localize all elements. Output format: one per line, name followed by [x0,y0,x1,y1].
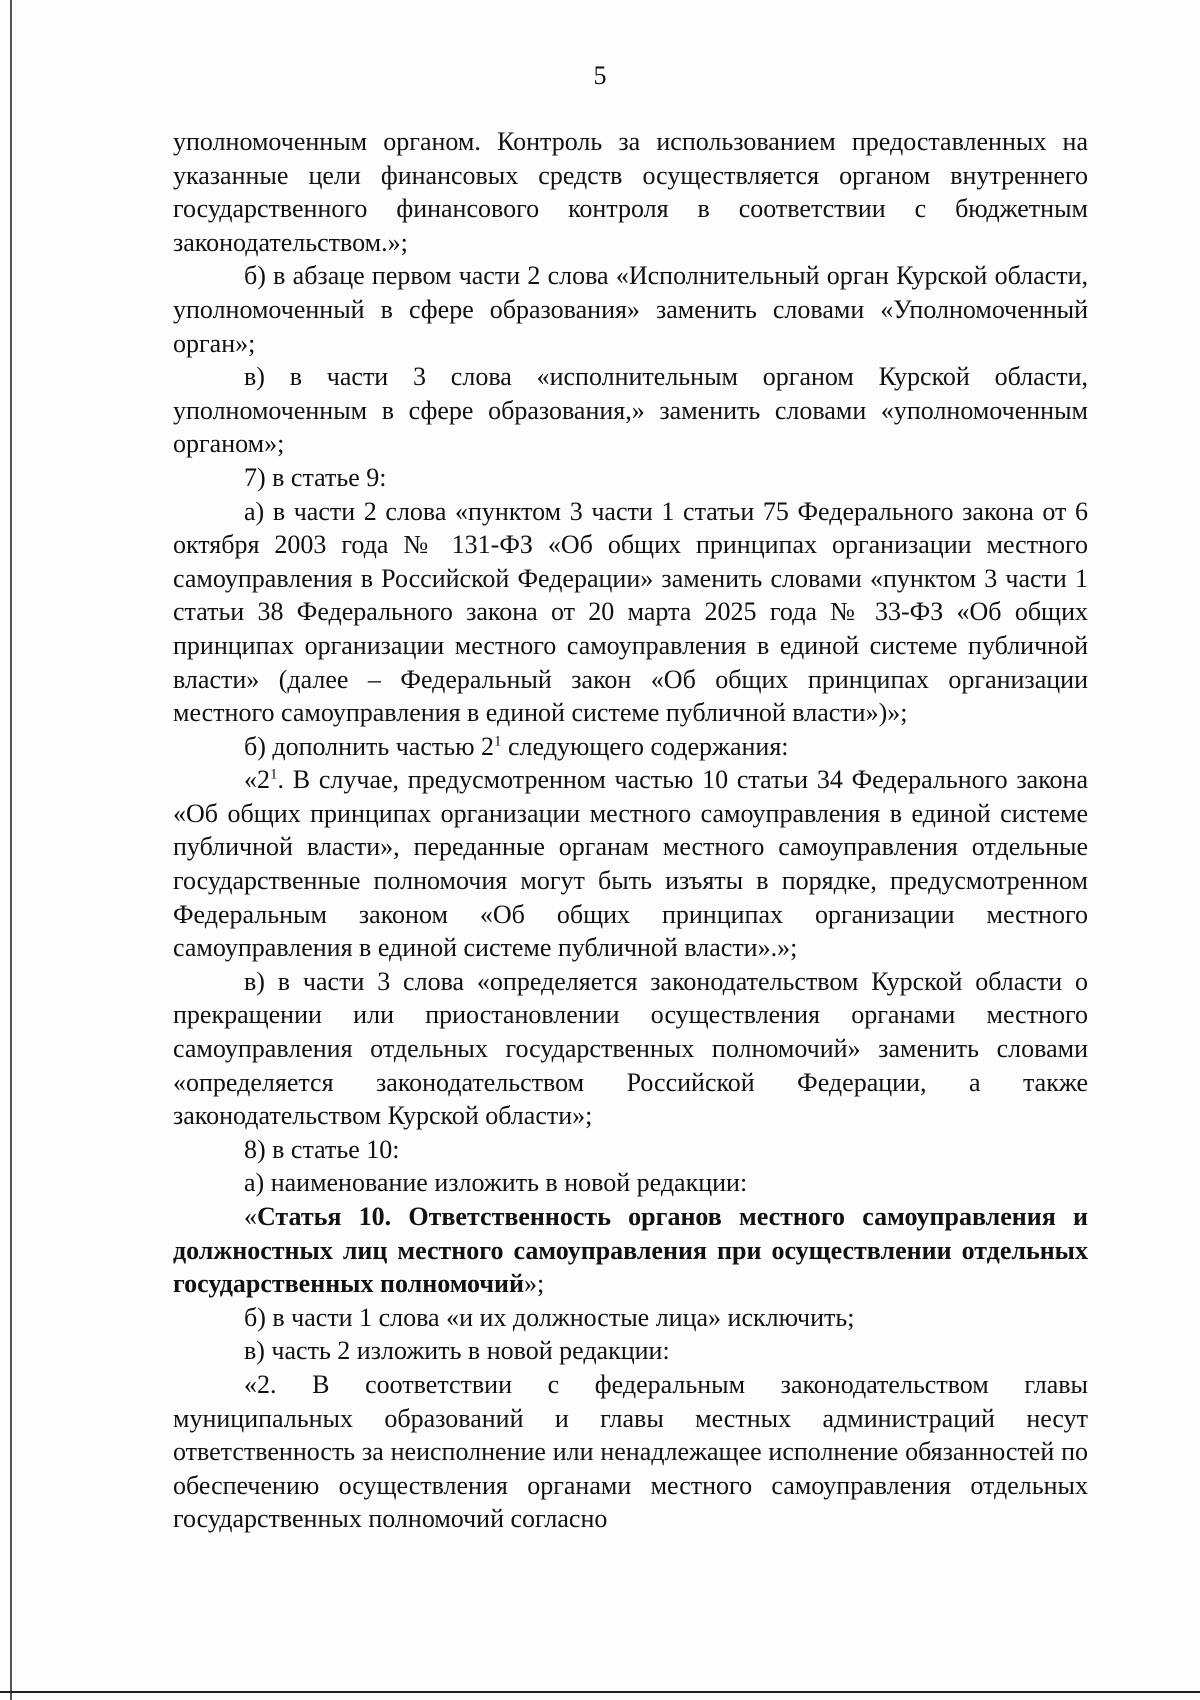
article10-title-close: »; [524,1269,545,1299]
part2-1-text-after: . В случае, предусмотренном частью 10 статьи 34 Федерального закона «Об общих принципах организации местного самоуправления в единой системе публичной власти», переданные органам местного самоуправления отдельные государственные полномочия могут быть изъяты в порядке, предусмотренном Федеральным законом «Об общих принципах организации местного самоуправления в единой системе публичной власти».»; [173,765,1088,963]
paragraph-continuation: уполномоченным органом. Контроль за использованием предоставленных на указанные цели финансовых средств осуществляется органом внутреннего государственного финансового контроля в соответствии с бюджетным законодательством.»; [173,127,1088,257]
article10-title-open-quote: « [244,1202,257,1231]
part2-1-superscript: 1 [270,766,278,783]
part2-1-text-before: «2 [244,765,270,795]
paragraph-article10-part2-text: «2. В соответствии с федеральным законодательством главы муниципальных образований и главы местных администраций несут ответственность за неисполнение или ненадлежащее исполнение обязанностей по обеспечению осуществления органами местного самоуправления отдельных государственных полномочий согласно [173,1369,1088,1534]
paragraph-article9-item-v: в) в части 3 слова «определяется законодательством Курской области о прекращении или приостановлении осуществления органами местного самоуправления отдельных государственных полномочий» заменить словами «определяется законодательством Российской Федерации, а также законодательством Курской области»; [173,966,1088,1131]
paragraph-article10-item-b: б) в части 1 слова «и их должностые лица» исключить; [244,1302,855,1332]
paragraph-article10-item-v: в) часть 2 изложить в новой редакции: [244,1336,670,1366]
paragraph-article10-title [173,1200,1088,1301]
scan-edge-bottom [0,1691,1200,1693]
scan-edge-left [10,0,12,1700]
paragraph-item-b-part2: б) в абзаце первом части 2 слова «Исполнительный орган Курской области, уполномоченный в сфере образования» заменить словами «Уполномоченный орган»; [173,261,1088,358]
paragraph-article10-heading: 8) в статье 10: [244,1134,400,1164]
paragraph-article9-item-a: а) в части 2 слова «пунктом 3 части 1 статьи 75 Федерального закона от 6 октября 2003 года № 131-ФЗ «Об общих принципах организации местного самоуправления в Российской Федерации» заменить словами «пунктом 3 части 1 статьи 38 Федерального закона от 20 марта 2025 года № 33-ФЗ «Об общих принципах организации местного самоуправления в единой системе публичной власти» (далее – Федеральный закон «Об общих принципах организации местного самоуправления в единой системе публичной власти»)»; [173,496,1088,728]
item-b-text-before: б) дополнить частью 2 [244,731,495,761]
paragraph-part2-1-text [173,763,1088,965]
document-body [173,125,1088,1536]
paragraph-article9-item-b [173,730,1088,764]
page-number: 5 [593,61,607,90]
item-b-superscript: 1 [494,733,502,750]
paragraph-article9-heading: 7) в статье 9: [244,462,387,492]
paragraph-item-v-part3: в) в части 3 слова «исполнительным органом Курской области, уполномоченным в сфере образования,» заменить словами «уполномоченным органом»; [173,362,1088,459]
item-b-text-after: следующего содержания: [501,731,789,761]
paragraph-article10-item-a: а) наименование изложить в новой редакции: [244,1168,748,1198]
article10-title-bold: Статья 10. Ответственность органов местного самоуправления и должностных лиц местного самоуправления при осуществлении отдельных государственных полномочий [173,1202,1088,1299]
